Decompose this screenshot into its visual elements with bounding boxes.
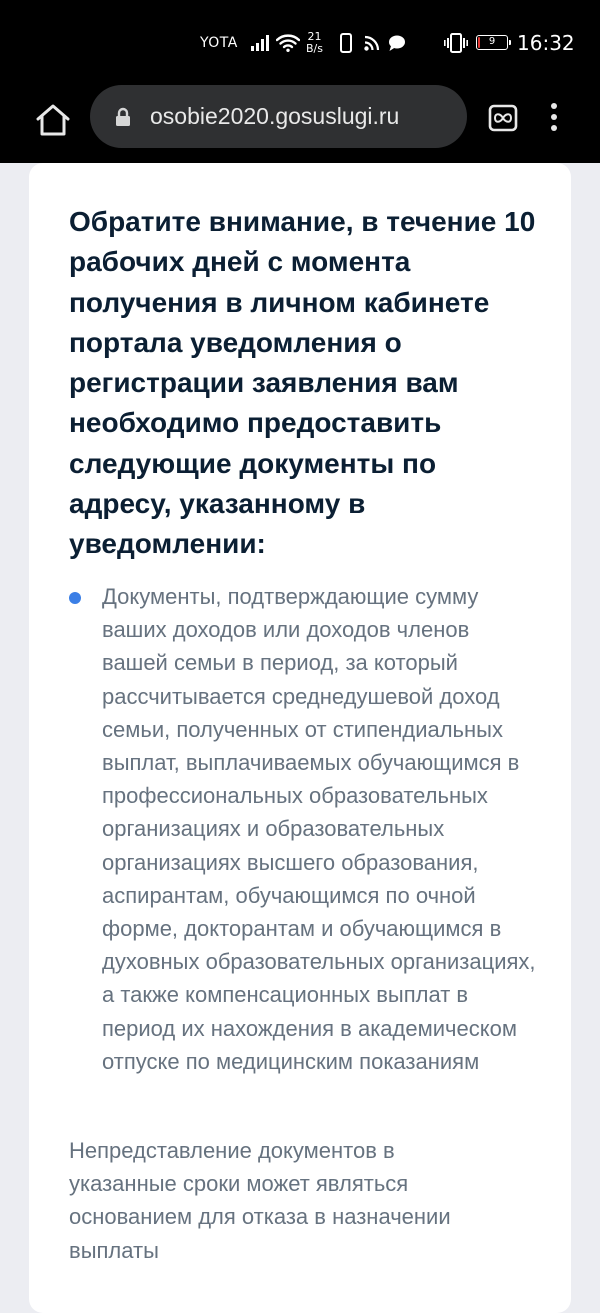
menu-icon	[550, 102, 558, 132]
net-speed	[306, 0, 323, 85]
battery-indicator	[476, 35, 508, 50]
documents-list	[69, 580, 539, 1078]
net-speed-value: 21	[307, 29, 322, 43]
tabs-button[interactable]	[486, 101, 520, 135]
browser-toolbar	[0, 85, 600, 163]
notice-heading: Обратите внимание, в течение 10 рабочих дней с момента получения в личном кабинете портала уведомления о регистрации заявления вам необходимо предоставить следующие документы по адресу, указанному в уведомлении:	[69, 206, 536, 560]
home-button[interactable]	[30, 97, 76, 143]
menu-button[interactable]	[540, 97, 568, 137]
battery-level: 9	[488, 36, 496, 47]
carrier-label: YOTA	[200, 34, 238, 51]
nfc-icon	[363, 0, 381, 85]
signal-icon	[251, 0, 271, 85]
phone-icon	[340, 0, 352, 85]
home-icon	[35, 103, 71, 137]
wifi-icon	[276, 0, 300, 85]
battery-icon	[476, 0, 508, 85]
address-bar[interactable]	[90, 85, 467, 148]
net-speed-unit: B/s	[306, 41, 323, 55]
clock: 16:32	[517, 30, 575, 55]
vibrate-icon	[444, 0, 468, 85]
tabs-icon	[488, 104, 518, 132]
bullet-icon	[69, 592, 81, 604]
warning-note: Непредставление документов в указанные сроки может являться основанием для отказа в назначении выплаты	[69, 1138, 451, 1263]
lock-icon[interactable]	[112, 106, 134, 128]
list-item-text: Документы, подтверждающие сумму ваших доходов или доходов членов вашей семьи в период, за который рассчитывается среднедушевой доход семьи, полученных от стипендиальных выплат, выплачиваемых обучающимся в профессиональных образовательных организациях и образовательных организациях высшего образования, аспирантам, обучающимся по очной форме, докторантам и обучающимся в духовных образовательных организациях, а также компенсационных выплат в период их нахождения в академическом отпуске по медицинским показаниям	[102, 584, 536, 1074]
url-text[interactable]: osobie2020.gosuslugi.ru	[150, 103, 400, 129]
battery-tip	[509, 40, 512, 45]
chat-icon	[388, 0, 406, 85]
list-item	[69, 580, 539, 1078]
status-bar	[0, 0, 600, 85]
